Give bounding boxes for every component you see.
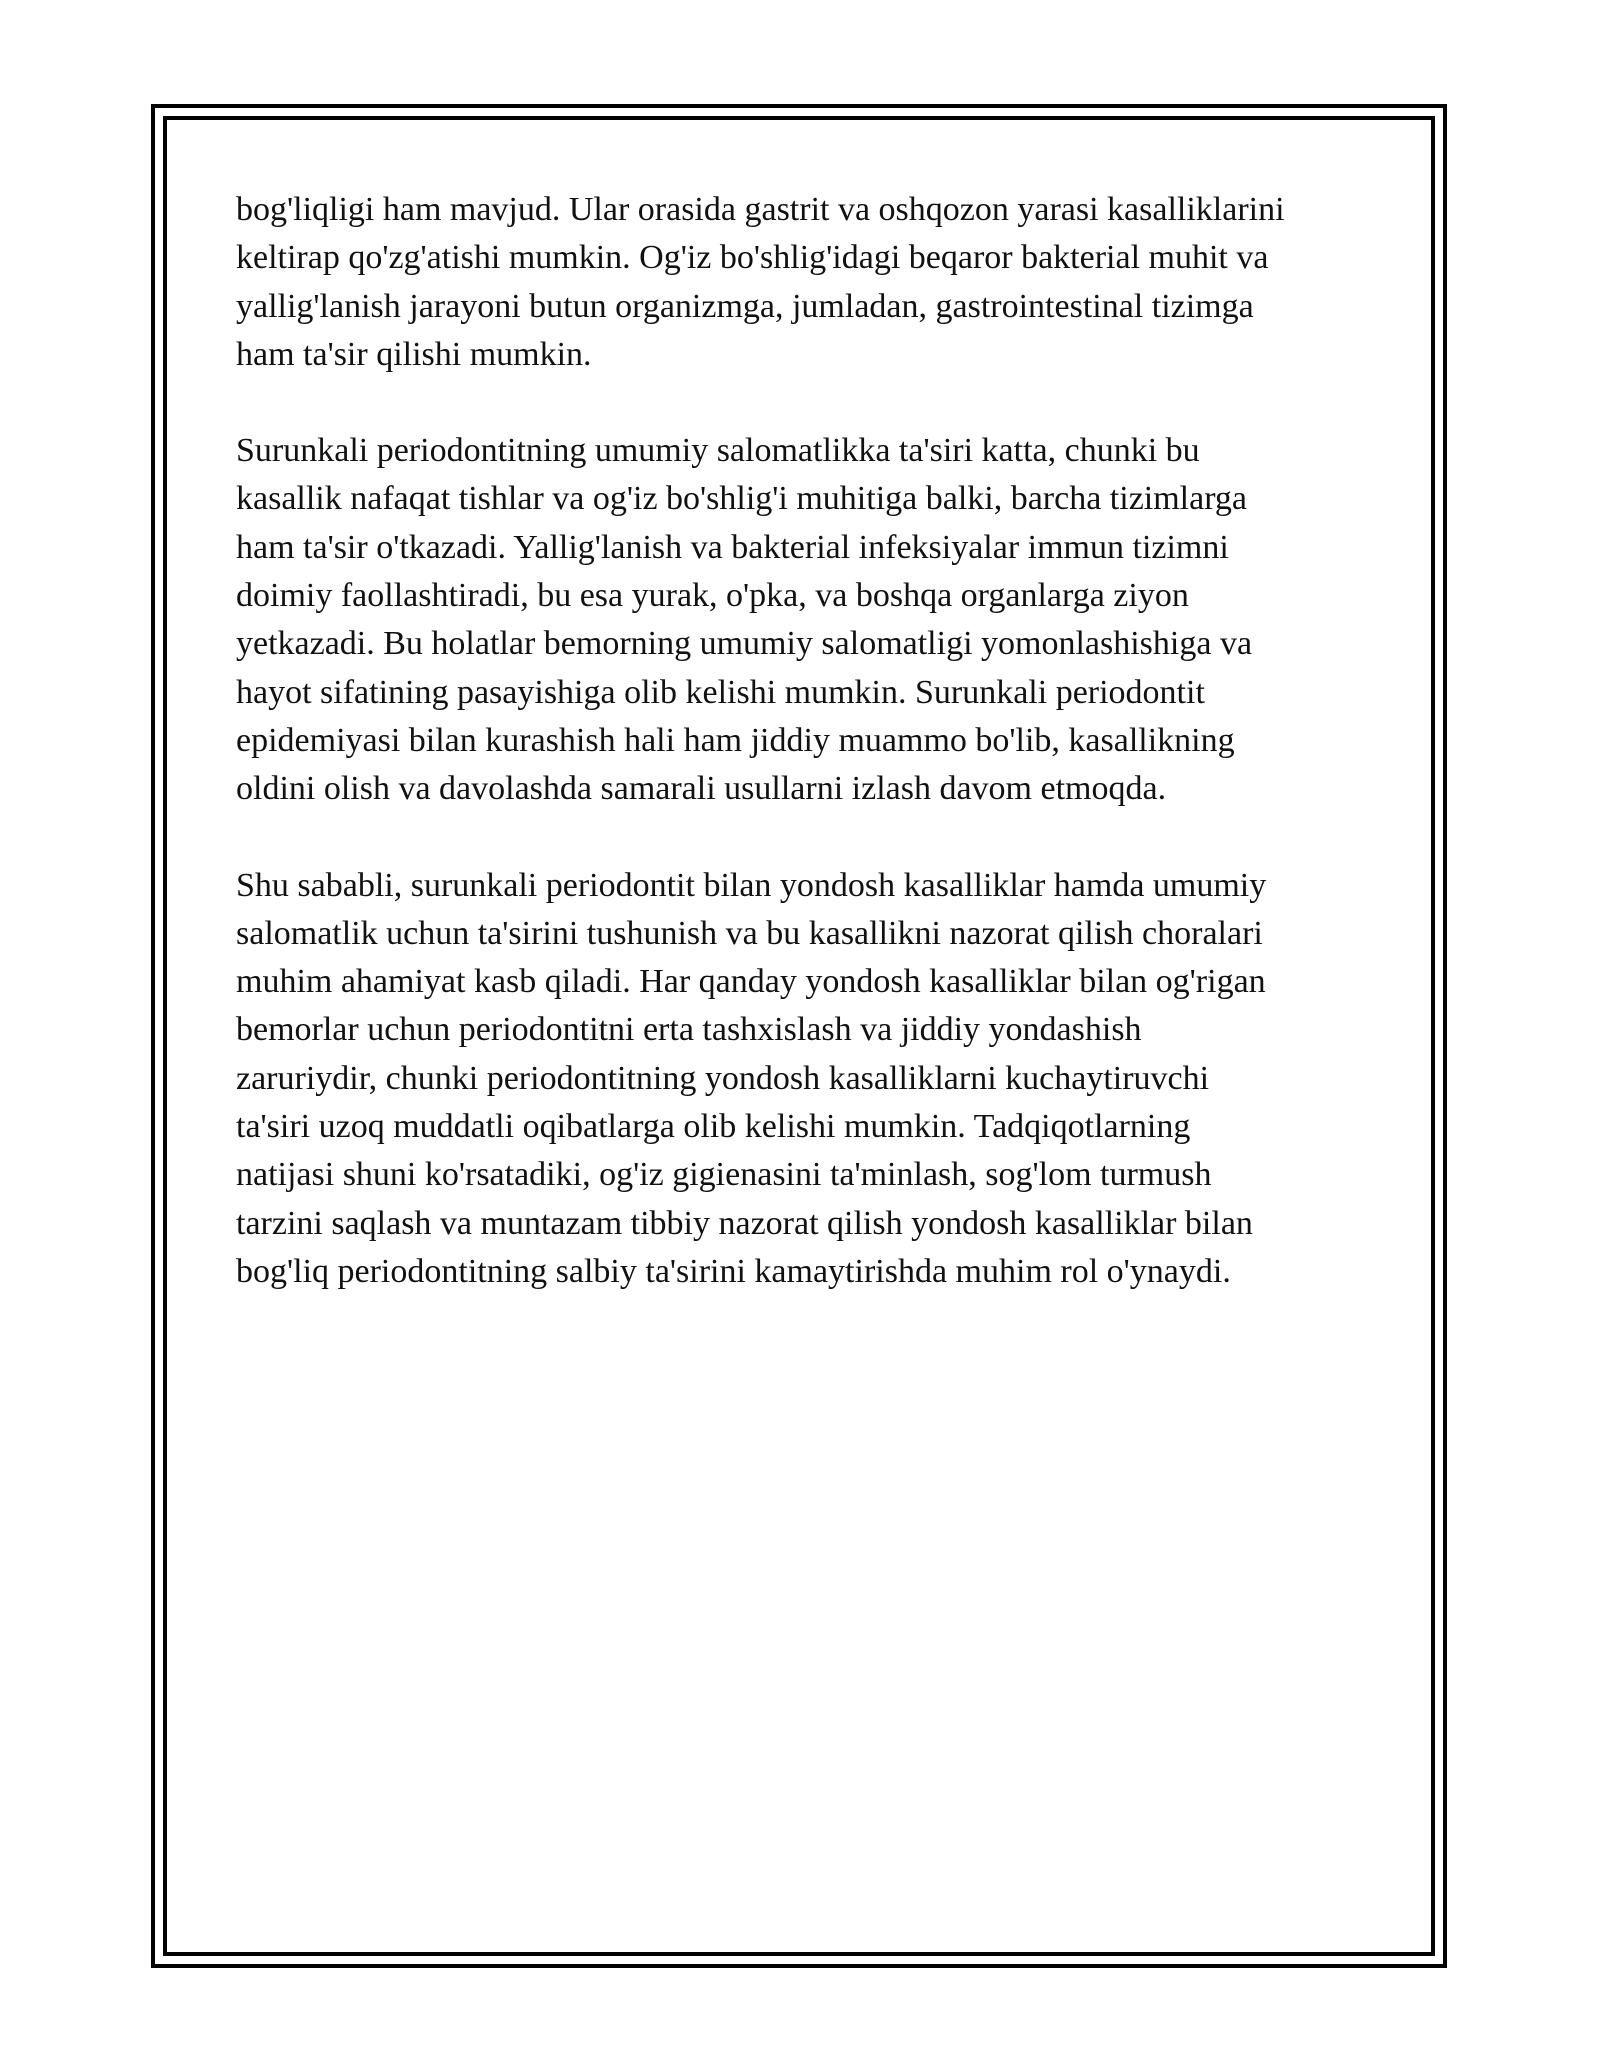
- text-line: oldini olish va davolashda samarali usullarni izlash davom etmoqda.: [236, 770, 1167, 808]
- text-line: yallig'lanish jarayoni butun organizmga, jumladan, gastrointestinal tizimga: [236, 287, 1254, 325]
- document-body: [236, 186, 1416, 1344]
- paragraph-2: [236, 427, 1416, 813]
- text-line: Surunkali periodontitning umumiy salomatlikka ta'siri katta, chunki bu: [236, 432, 1200, 470]
- text-line: doimiy faollashtiradi, bu esa yurak, o'pka, va boshqa organlarga ziyon: [236, 577, 1189, 615]
- paragraph-3: [236, 862, 1416, 1297]
- text-line: Shu sababli, surunkali periodontit bilan yondosh kasalliklar hamda umumiy: [236, 866, 1267, 904]
- text-line: tarzini saqlash va muntazam tibbiy nazorat qilish yondosh kasalliklar bilan: [236, 1204, 1253, 1242]
- paragraph-1: [236, 186, 1416, 379]
- text-line: muhim ahamiyat kasb qiladi. Har qanday yondosh kasalliklar bilan og'rigan: [236, 963, 1266, 1001]
- text-line: bemorlar uchun periodontitni erta tashxislash va jiddiy yondashish: [236, 1011, 1142, 1049]
- text-line: ham ta'sir o'tkazadi. Yallig'lanish va bakterial infeksiyalar immun tizimni: [236, 528, 1229, 566]
- text-line: bog'liqligi ham mavjud. Ular orasida gastrit va oshqozon yarasi kasalliklarini: [236, 191, 1285, 228]
- text-line: bog'liq periodontitning salbiy ta'sirini kamaytirishda muhim rol o'ynaydi.: [236, 1252, 1231, 1290]
- text-line: epidemiyasi bilan kurashish hali ham jiddiy muammo bo'lib, kasallikning: [236, 721, 1235, 759]
- text-line: ham ta'sir qilishi mumkin.: [236, 335, 592, 373]
- text-line: ta'siri uzoq muddatli oqibatlarga olib kelishi mumkin. Tadqiqotlarning: [236, 1108, 1191, 1146]
- text-line: zaruriydir, chunki periodontitning yondosh kasalliklarni kuchaytiruvchi: [236, 1059, 1210, 1097]
- text-line: keltirap qo'zg'atishi mumkin. Og'iz bo'shlig'idagi beqaror bakterial muhit va: [236, 239, 1269, 277]
- text-line: natijasi shuni ko'rsatadiki, og'iz gigienasini ta'minlash, sog'lom turmush: [236, 1156, 1212, 1194]
- text-line: kasallik nafaqat tishlar va og'iz bo'shlig'i muhitiga balki, barcha tizimlarga: [236, 480, 1248, 518]
- text-line: hayot sifatining pasayishiga olib kelishi mumkin. Surunkali periodontit: [236, 673, 1205, 711]
- text-line: yetkazadi. Bu holatlar bemorning umumiy salomatligi yomonlashishiga va: [236, 625, 1253, 663]
- text-line: salomatlik uchun ta'sirini tushunish va bu kasallikni nazorat qilish choralari: [236, 914, 1263, 952]
